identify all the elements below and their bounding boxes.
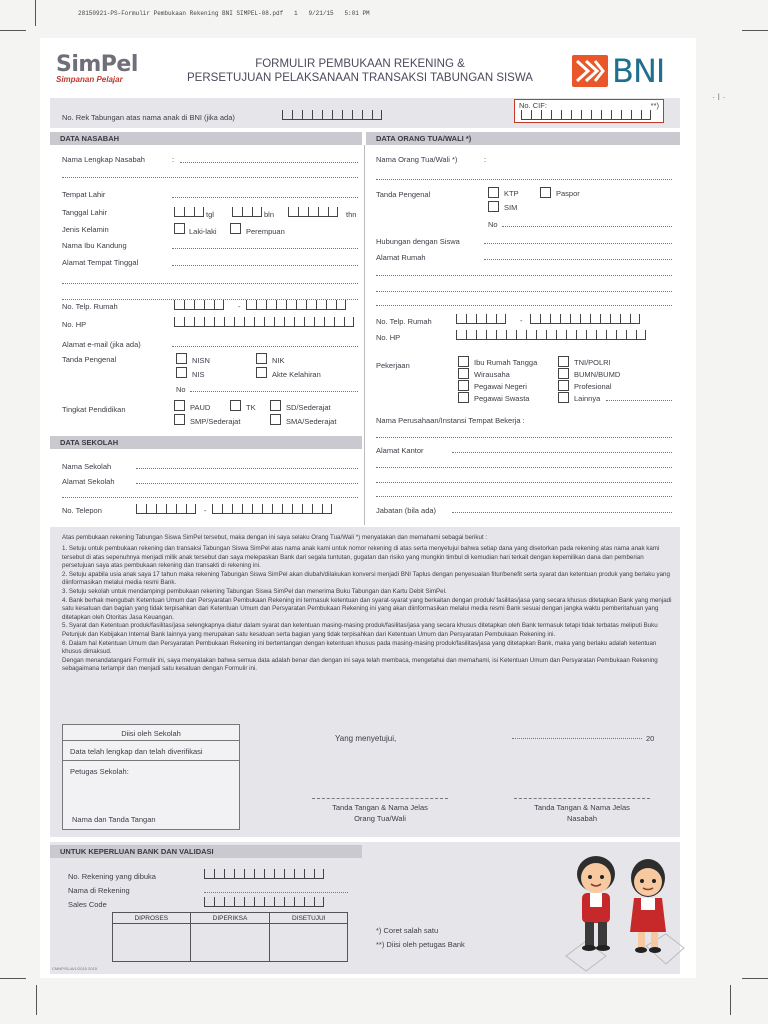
phone-home-boxes[interactable]: [246, 300, 346, 310]
sd-checkbox[interactable]: [270, 400, 281, 411]
address-field[interactable]: [172, 258, 358, 266]
nis-checkbox[interactable]: [176, 367, 187, 378]
footnote-1: *) Coret salah satu: [376, 926, 439, 935]
title-line-1: FORMULIR PEMBUKAAN REKENING &: [255, 58, 465, 70]
label-nik: NIK: [272, 356, 285, 365]
label-wali-address: Alamat Rumah: [376, 253, 426, 262]
logo-name: SimPel: [56, 52, 138, 77]
wali-phone-boxes[interactable]: [530, 314, 640, 324]
office-field-2[interactable]: [376, 460, 672, 468]
parent-sign-line: [312, 798, 448, 799]
simpel-logo: [56, 52, 138, 84]
label-gender: Jenis Kelamin: [62, 225, 109, 234]
email-field[interactable]: [172, 339, 358, 347]
customer-sign-line: [514, 798, 650, 799]
job-lainnya-checkbox[interactable]: [558, 392, 569, 403]
terms-item: 5. Syarat dan Ketentuan produk/fasilitas/jasa selengkapnya diatur dalam syarat dan ketentuan masing-masing produk/fasilitas/jasa yang secara khusus ditetapkan oleh Bank termasuk tetapi tidak terbatas meliputi Buku Petunjuk dan Kebijakan Internal Bank lainnya yang merupakan satu kesatuan serta bagian yang tidak terpisahkan dari Ketentuan Umum dan Persyaratan Pembukaan Rekening ini.: [62, 622, 658, 638]
footnote-2: **) Diisi oleh petugas Bank: [376, 940, 465, 949]
job-lainnya-field[interactable]: [606, 393, 672, 401]
label-hp: No. HP: [62, 320, 87, 329]
address-field-3[interactable]: [62, 292, 358, 300]
label-sd: SD/Sederajat: [286, 403, 331, 412]
school-box-officer: Petugas Sekolah:: [70, 767, 129, 776]
label-wali-hp: No. HP: [376, 333, 401, 342]
consent-label: Yang menyetujui,: [335, 734, 397, 743]
label-mother: Nama Ibu Kandung: [62, 241, 127, 250]
label-phone-home: No. Telp. Rumah: [62, 302, 118, 311]
school-address-field[interactable]: [136, 476, 358, 484]
crop-mark: [742, 978, 768, 979]
label-thn: thn: [346, 210, 357, 219]
label-female: Perempuan: [246, 227, 285, 236]
crop-mark: [36, 985, 37, 1015]
terms-list: [62, 545, 672, 674]
id-no-field[interactable]: [190, 384, 358, 392]
wali-address-field[interactable]: [484, 252, 672, 260]
label-male: Laki-laki: [189, 227, 217, 236]
school-phone-area-boxes[interactable]: [136, 504, 196, 514]
label-tgl: tgl: [206, 210, 214, 219]
customer-sign-label-2: Nasabah: [566, 814, 598, 823]
wali-hp-boxes[interactable]: [456, 330, 646, 340]
cif-mark: **): [650, 101, 659, 110]
akte-checkbox[interactable]: [256, 367, 267, 378]
label-full-name: Nama Lengkap Nasabah: [62, 155, 145, 164]
terms-item: 2. Setuju apabila usia anak saya 17 tahun maka rekening Tabungan Siswa SimPel akan diubah/dilakukan konversi menjadi BNI Taplus dengan penyesuaian fitur/benefit serta syarat dan ketentuan produk yang berlaku yang diinformasikan melalui media resmi Bank.: [62, 570, 670, 587]
sim-checkbox[interactable]: [488, 201, 499, 212]
cell-diperiksa[interactable]: [190, 924, 270, 962]
terms-intro: Atas pembukaan rekening Tabungan Siswa SimPel tersebut, maka dengan ini saya selaku Orang Tua/Wali *) menyatakan dan memahami sebagai berikut :: [62, 534, 488, 541]
label-smp: SMP/Sederajat: [190, 417, 241, 426]
validation-table: [112, 912, 348, 962]
label-birth-place: Tempat Lahir: [62, 190, 106, 199]
label-position: Jabatan (bila ada): [376, 506, 437, 515]
wali-address-field-4[interactable]: [376, 298, 672, 306]
title-line-2: PERSETUJUAN PELAKSANAAN TRANSAKSI TABUNGAN SISWA: [187, 72, 533, 84]
male-checkbox[interactable]: [174, 223, 185, 234]
label-sales: Sales Code: [68, 900, 107, 909]
birth-day-boxes[interactable]: [174, 207, 204, 217]
label-email: Alamat e-mail (jika ada): [62, 340, 141, 349]
label-nisn: NISN: [192, 356, 210, 365]
section-bank-use: UNTUK KEPERLUAN BANK DAN VALIDASI: [50, 845, 362, 858]
label-acc-name: Nama di Rekening: [68, 886, 130, 895]
full-name-field[interactable]: [180, 155, 358, 163]
cif-box[interactable]: [514, 99, 664, 123]
wali-name-field[interactable]: [376, 172, 672, 180]
job-irt-checkbox[interactable]: [458, 356, 469, 367]
margin-mark: · I ·: [712, 92, 726, 102]
hp-boxes[interactable]: [174, 317, 354, 327]
terms-closing: Dengan menandatangani Formulir ini, saya menyatakan bahwa semua data adalah benar dan dengan ini saya telah membaca, mengetahui dan memahami, isi Ketentuan Umum dan Persyaratan Pembukaan Rekening sebagaimana terlampir dan menjadi satu kesatuan dengan Formulir ini.: [62, 656, 658, 673]
wali-phone-area-boxes[interactable]: [456, 314, 506, 324]
job-profesional-checkbox[interactable]: [558, 380, 569, 391]
parent-sign-label-2: Orang Tua/Wali: [354, 814, 406, 823]
label-relation: Hubungan dengan Siswa: [376, 237, 460, 246]
colon: :: [484, 155, 487, 164]
sma-checkbox[interactable]: [270, 414, 281, 425]
label-birth-date: Tanggal Lahir: [62, 208, 108, 217]
tk-checkbox[interactable]: [230, 400, 241, 411]
crop-mark: [0, 978, 26, 979]
parent-sign-label-1: Tanda Tangan & Nama Jelas: [332, 803, 428, 812]
dash: -: [238, 302, 241, 311]
terms-item: 3. Setuju sekolah untuk mendampingi pembukaan rekening Tabungan Siswa SimPel dan menerima Buku Tabungan dan Kartu Debit SimPel.: [62, 587, 447, 595]
label-ktp: KTP: [504, 189, 519, 198]
office-field-4[interactable]: [376, 489, 672, 497]
form-code: CMNP/SL/A/1/2015 2015: [52, 966, 97, 971]
birth-year-boxes[interactable]: [288, 207, 338, 217]
label-sma: SMA/Sederajat: [286, 417, 337, 426]
label-job-lainnya: Lainnya: [574, 394, 601, 403]
dash: -: [204, 506, 207, 515]
bni-logo: [572, 52, 664, 90]
label-bln: bln: [264, 210, 275, 219]
label-school-address: Alamat Sekolah: [62, 477, 115, 486]
consent-year: 20: [646, 734, 655, 743]
dash: -: [520, 316, 523, 325]
nisn-checkbox[interactable]: [176, 353, 187, 364]
label-wali-id: Tanda Pengenal: [376, 190, 431, 199]
school-box-sign: Nama dan Tanda Tangan: [72, 815, 156, 824]
school-box-divider: [62, 760, 240, 761]
label-office: Alamat Kantor: [376, 446, 424, 455]
wali-id-no-field[interactable]: [502, 219, 672, 227]
school-phone-boxes[interactable]: [212, 504, 332, 514]
label-id: Tanda Pengenal: [62, 355, 117, 364]
consent-place-date[interactable]: [512, 731, 642, 739]
account-no-label: No. Rek Tabungan atas nama anak di BNI (jika ada): [62, 113, 235, 122]
sales-code-boxes[interactable]: [204, 897, 324, 907]
paud-checkbox[interactable]: [174, 400, 185, 411]
job-tni-checkbox[interactable]: [558, 356, 569, 367]
label-id-no: No: [176, 385, 186, 394]
job-wirausaha-checkbox[interactable]: [458, 368, 469, 379]
terms-item: 4. Bank berhak mengubah Ketentuan Umum dan Persyaratan Pembukaan Rekening ini termasuk ketentuan dan syarat-syarat yang berkaitan dengan produk/ fasilitas/jasa yang secara khusus ditetapkan Bank yang menjadi satu kesatuan dan bagian yang tidak terpisahkan dari Ketentuan Umum dan Persyaratan Pembukaan Rekening ini yang akan diinformasikan melalui media resmi Bank sesuai dengan jangka waktu pemberitahuan yang ditetapkan oleh Otoritas Jasa Keuangan.: [62, 596, 672, 621]
account-no-boxes[interactable]: [282, 110, 382, 120]
form-title: [150, 57, 570, 85]
label-wali-id-no: No: [488, 220, 498, 229]
label-sim: SIM: [504, 203, 518, 212]
colon: :: [172, 155, 175, 164]
label-paud: PAUD: [190, 403, 211, 412]
address-field-2[interactable]: [62, 276, 358, 284]
label-address: Alamat Tempat Tinggal: [62, 258, 139, 267]
company-field[interactable]: [376, 430, 672, 438]
terms-item: 6. Dalam hal Ketentuan Umum dan Persyaratan Pembukaan Rekening ini bertentangan dengan ketentuan khusus pada masing-masing produk/fasilitas/jasa yang ditetapkan Bank, maka yang berlaku adalah ketentuan khusus dimaksud.: [62, 639, 657, 656]
crop-mark: [742, 30, 768, 31]
label-tk: TK: [246, 403, 256, 412]
student-mascots-illustration: [556, 846, 686, 972]
label-education: Tingkat Pendidikan: [62, 405, 126, 414]
section-data-nasabah: DATA NASABAH: [50, 132, 362, 145]
full-name-field-2[interactable]: [62, 170, 358, 178]
label-job-tni: TNI/POLRI: [574, 358, 611, 367]
label-job-swasta: Pegawai Swasta: [474, 394, 530, 403]
job-bumn-checkbox[interactable]: [558, 368, 569, 379]
birth-month-boxes[interactable]: [232, 207, 262, 217]
cif-boxes: [521, 110, 651, 120]
file-header: 28150921-PS-Formulir Pembukaan Rekening BNI SIMPEL-08.pdf 1 9/21/15 5:01 PM: [78, 10, 370, 17]
relation-field[interactable]: [484, 236, 672, 244]
label-nis: NIS: [192, 370, 205, 379]
office-field-3[interactable]: [376, 475, 672, 483]
crop-mark: [0, 30, 26, 31]
job-pns-checkbox[interactable]: [458, 380, 469, 391]
label-paspor: Paspor: [556, 189, 580, 198]
crop-mark: [730, 985, 731, 1015]
job-swasta-checkbox[interactable]: [458, 392, 469, 403]
female-checkbox[interactable]: [230, 223, 241, 234]
label-acc-no: No. Rekening yang dibuka: [68, 872, 156, 881]
wali-address-field-3[interactable]: [376, 284, 672, 292]
school-box-divider: [62, 740, 240, 741]
cell-disetujui[interactable]: [270, 924, 348, 962]
col-diproses: DIPROSES: [113, 913, 191, 924]
mother-field[interactable]: [172, 241, 358, 249]
crop-mark: [35, 0, 36, 26]
col-disetujui: DISETUJUI: [270, 913, 348, 924]
label-job-wirausaha: Wirausaha: [474, 370, 510, 379]
school-name-field[interactable]: [136, 461, 358, 469]
label-company: Nama Perusahaan/Instansi Tempat Bekerja :: [376, 416, 525, 425]
school-box-title: Diisi oleh Sekolah: [121, 729, 181, 738]
logo-tagline: Simpanan Pelajar: [56, 75, 123, 84]
label-wali-name: Nama Orang Tua/Wali *): [376, 155, 458, 164]
label-school-name: Nama Sekolah: [62, 462, 112, 471]
school-address-field-2[interactable]: [62, 490, 358, 498]
ktp-checkbox[interactable]: [488, 187, 499, 198]
label-akte: Akte Kelahiran: [272, 370, 321, 379]
birth-place-field[interactable]: [172, 190, 358, 198]
bni-wordmark: BNI: [612, 52, 665, 90]
label-job-profesional: Profesional: [574, 382, 612, 391]
phone-area-boxes[interactable]: [174, 300, 224, 310]
column-divider: [364, 145, 365, 525]
label-wali-phone: No. Telp. Rumah: [376, 317, 432, 326]
label-school-phone: No. Telepon: [62, 506, 102, 515]
school-box-verified: Data telah lengkap dan telah diverifikasi: [70, 747, 203, 756]
label-job: Pekerjaan: [376, 361, 410, 370]
acc-no-boxes[interactable]: [204, 869, 324, 879]
paspor-checkbox[interactable]: [540, 187, 551, 198]
nik-checkbox[interactable]: [256, 353, 267, 364]
smp-checkbox[interactable]: [174, 414, 185, 425]
section-data-wali: DATA ORANG TUA/WALI *): [366, 132, 680, 145]
label-job-bumn: BUMN/BUMD: [574, 370, 621, 379]
label-job-irt: Ibu Rumah Tangga: [474, 358, 538, 367]
wali-address-field-2[interactable]: [376, 268, 672, 276]
label-job-pns: Pegawai Negeri: [474, 382, 527, 391]
cell-diproses[interactable]: [113, 924, 191, 962]
customer-sign-label-1: Tanda Tangan & Nama Jelas: [534, 803, 630, 812]
office-field[interactable]: [452, 445, 672, 453]
position-field[interactable]: [452, 505, 672, 513]
section-data-sekolah: DATA SEKOLAH: [50, 436, 362, 449]
bni-46-icon: [572, 55, 608, 87]
terms-item: 1. Setuju untuk pembukaan rekening dan transaksi Tabungan Siswa SimPel atas nama anak kami untuk nomor rekening di atas serta menyetujui bahwa setiap dana yang disetorkan pada rekening atas nama anak kami tersebut di atas sepenuhnya menjadi milik anak tersebut dan saya melepaskan Bank dari segala tuntutan, gugatan dan risiko yang mungkin timbul di kemudian hari terkait dengan kepemilikan dana dan pemberian persetujuan saya atas pembukaan rekening dan transakti di rekening ini.: [62, 545, 660, 570]
col-diperiksa: DIPERIKSA: [190, 913, 270, 924]
acc-name-field[interactable]: [204, 885, 348, 893]
cif-label: No. CIF:: [519, 101, 547, 110]
